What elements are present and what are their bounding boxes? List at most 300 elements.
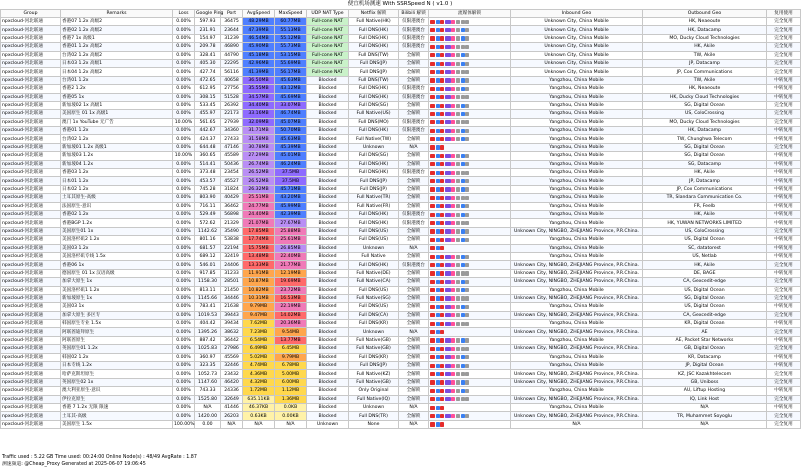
netflix-icon xyxy=(430,338,435,342)
youtube-icon xyxy=(440,179,444,183)
dazn-icon xyxy=(465,95,469,99)
table-row xyxy=(1,261,801,269)
cell-group: npxcloud-河北联通 xyxy=(1,26,61,34)
cell-port: 26392 xyxy=(221,101,243,109)
cell-max-speed: 37.5MB xyxy=(275,169,307,177)
cell-streaming xyxy=(429,152,511,160)
cell-udp-nat-type: Blocked xyxy=(307,219,349,227)
cell-reuse: 中转复用 xyxy=(767,76,801,84)
netflix-icon xyxy=(430,129,435,133)
cell-max-speed: 0.00KB xyxy=(275,412,307,420)
cell-netflix: Full Native(TW) xyxy=(349,135,399,143)
cell-google-ping: 546.01 xyxy=(195,261,221,269)
cell-loss: 0.00% xyxy=(173,135,195,143)
cell-remarks: 土耳其-高级 xyxy=(61,412,173,420)
hbo-icon xyxy=(445,263,451,267)
cell-bilibili: 全解锁 xyxy=(399,177,429,185)
cell-loss: 0.00% xyxy=(173,34,195,42)
cell-loss: 0.00% xyxy=(173,43,195,51)
netflix-icon xyxy=(430,70,435,74)
cell-netflix: Full DNS(HK) xyxy=(349,26,399,34)
cell-group: npxcloud-河北联通 xyxy=(1,93,61,101)
youtube-icon xyxy=(440,372,444,376)
cell-netflix: Full DNS(HK) xyxy=(349,169,399,177)
streaming-icon-strip xyxy=(430,371,509,378)
youtube-icon xyxy=(440,406,444,410)
cell-avg-speed: 17.74MB xyxy=(243,236,275,244)
youtube-icon xyxy=(440,380,444,384)
cell-max-speed: 14.02MB xyxy=(275,311,307,319)
cell-loss: 0.00% xyxy=(173,68,195,76)
streaming-icon-strip xyxy=(430,194,509,201)
cell-max-speed: 16.53MB xyxy=(275,294,307,302)
streaming-icon-strip xyxy=(430,69,509,76)
netflix-icon xyxy=(430,213,435,217)
abema-icon xyxy=(456,347,460,351)
dazn-icon xyxy=(465,204,469,208)
cell-google-ping: 1145.66 xyxy=(195,294,221,302)
abema-icon xyxy=(456,137,460,141)
disney-icon xyxy=(436,179,440,183)
cell-port: 27986 xyxy=(221,345,243,353)
cell-streaming xyxy=(429,412,511,420)
hbo-icon xyxy=(445,171,451,175)
netflix-icon xyxy=(430,397,435,401)
cell-inbound-geo: Yangzhou, China Mobile xyxy=(511,353,643,361)
abema-icon xyxy=(456,120,460,124)
bahamut-icon xyxy=(461,112,465,116)
cell-port: 45569 xyxy=(221,353,243,361)
cell-bilibili: N/A xyxy=(399,143,429,151)
cell-avg-speed: 10.87MB xyxy=(243,278,275,286)
disney-icon xyxy=(436,322,440,326)
cell-outbound-geo: HK, Akile xyxy=(643,210,767,218)
cell-loss: 0.00% xyxy=(173,210,195,218)
streaming-icon-strip xyxy=(430,18,509,25)
cell-bilibili: 仅限港澳台 xyxy=(399,261,429,269)
bahamut-icon xyxy=(461,338,465,342)
youtube-icon xyxy=(440,271,444,275)
cell-group: npxcloud-河北联通 xyxy=(1,387,61,395)
cell-loss: 0.00% xyxy=(173,403,195,411)
cell-udp-nat-type: Blocked xyxy=(307,76,349,84)
header-google-ping: Google Ping xyxy=(196,11,224,16)
cell-google-ping: 1147.60 xyxy=(195,378,221,386)
cell-google-ping: 803.90 xyxy=(195,194,221,202)
cell-max-speed: 9.79MB xyxy=(275,353,307,361)
cell-port: 32649 xyxy=(221,395,243,403)
youtube-icon xyxy=(440,53,444,57)
table-row xyxy=(1,127,801,135)
disney-icon xyxy=(436,145,440,149)
disney-icon xyxy=(436,380,440,384)
cell-outbound-geo: N/A xyxy=(643,420,767,428)
netflix-icon xyxy=(430,330,435,334)
abema-icon xyxy=(456,338,460,342)
cell-loss: 0.00% xyxy=(173,387,195,395)
cell-max-speed: 25.88MB xyxy=(275,227,307,235)
cell-remarks: 美国洛杉矶2 1.2x xyxy=(61,236,173,244)
cell-streaming xyxy=(429,420,511,428)
dazn-icon xyxy=(465,313,469,317)
header-bilibili: Bilibili 解锁 xyxy=(399,10,429,18)
dazn-icon xyxy=(465,221,469,225)
cell-port: 45527 xyxy=(221,177,243,185)
cell-bilibili: 仅限港澳台 xyxy=(399,118,429,126)
cell-bilibili: 全解锁 xyxy=(399,320,429,328)
page-title: 便宜机场测速 With SSRSpeed N ( v1.0 ) xyxy=(347,1,453,7)
table-row xyxy=(1,412,801,420)
hbo-icon xyxy=(445,95,451,99)
disney-icon xyxy=(436,229,440,233)
netflix-icon xyxy=(430,196,435,200)
cell-bilibili: 全解锁 xyxy=(399,227,429,235)
cell-avg-speed: 26.32MB xyxy=(243,185,275,193)
cell-netflix: Full DNS(HK) xyxy=(349,34,399,42)
cell-netflix: Full Native(TR) xyxy=(349,194,399,202)
cell-max-speed: 45.01MB xyxy=(275,152,307,160)
cell-google-ping: 472.65 xyxy=(195,76,221,84)
abema-icon xyxy=(456,28,460,32)
disney-icon xyxy=(436,112,440,116)
cell-inbound-geo: Yangzhou, China Mobile xyxy=(511,320,643,328)
cell-bilibili: 全解锁 xyxy=(399,336,429,344)
netflix-icon xyxy=(430,296,435,300)
cell-group: npxcloud-河北联通 xyxy=(1,18,61,26)
cell-reuse: 完全复用 xyxy=(767,294,801,302)
youtube-icon xyxy=(440,20,444,24)
cell-netflix: Full DNS(US) xyxy=(349,303,399,311)
tiktok-icon xyxy=(451,120,455,124)
bahamut-icon xyxy=(461,62,465,66)
cell-group: npxcloud-河北联通 xyxy=(1,378,61,386)
cell-streaming xyxy=(429,194,511,202)
cell-loss: 0.00% xyxy=(173,227,195,235)
abema-icon xyxy=(456,179,460,183)
cell-bilibili: 全解锁 xyxy=(399,303,429,311)
cell-streaming xyxy=(429,18,511,26)
cell-streaming xyxy=(429,252,511,260)
cell-avg-speed: 7.62MB xyxy=(243,320,275,328)
cell-inbound-geo: Yangzhou, China Mobile xyxy=(511,194,643,202)
cell-reuse: 中转复用 xyxy=(767,177,801,185)
cell-group: npxcloud-河北联通 xyxy=(1,43,61,51)
cell-inbound-geo: Yangzhou, China Mobile xyxy=(511,85,643,93)
cell-google-ping: 1019.53 xyxy=(195,311,221,319)
cell-reuse: 完全复用 xyxy=(767,370,801,378)
cell-group: npxcloud-河北联通 xyxy=(1,34,61,42)
cell-reuse: 中转复用 xyxy=(767,194,801,202)
tiktok-icon xyxy=(451,213,455,217)
streaming-icon-strip xyxy=(430,413,509,420)
hbo-icon xyxy=(445,364,451,368)
cell-group: npxcloud-河北联通 xyxy=(1,311,61,319)
cell-loss: 0.00% xyxy=(173,303,195,311)
streaming-icon-strip xyxy=(430,320,509,327)
cell-loss: 0.00% xyxy=(173,26,195,34)
cell-inbound-geo: Unknown City, China Mobile xyxy=(511,18,643,26)
cell-udp-nat-type: Blocked xyxy=(307,378,349,386)
cell-remarks: 美国原生 1.5x xyxy=(61,420,173,428)
header-inbound-geo: Inbound Geo xyxy=(511,10,643,18)
cell-outbound-geo: CA, Gexcedit-edge xyxy=(643,311,767,319)
table-row xyxy=(1,370,801,378)
abema-icon xyxy=(456,70,460,74)
cell-google-ping: 455.97 xyxy=(195,110,221,118)
cell-remarks: 香港02 1.2x xyxy=(61,210,173,218)
bahamut-icon xyxy=(461,28,465,32)
cell-netflix: Full DNS(HK) xyxy=(349,219,399,227)
cell-streaming xyxy=(429,345,511,353)
hbo-icon xyxy=(445,162,451,166)
cell-outbound-geo: GB, Digital Ocean xyxy=(643,345,767,353)
cell-udp-nat-type: Blocked xyxy=(307,152,349,160)
cell-inbound-geo: Unknown City, NINGBO, ZHEJIANG Province, P.R.China. xyxy=(511,370,643,378)
streaming-icon-strip xyxy=(430,396,509,403)
cell-port: 21329 xyxy=(221,219,243,227)
cell-port: 35490 xyxy=(221,227,243,235)
abema-icon xyxy=(456,162,460,166)
table-row xyxy=(1,244,801,252)
disney-icon xyxy=(436,196,440,200)
cell-streaming xyxy=(429,286,511,294)
cell-port: 40658 xyxy=(221,76,243,84)
cell-loss: 0.00% xyxy=(173,311,195,319)
cell-netflix: Full DNS(SG) xyxy=(349,152,399,160)
cell-remarks: 日本01 1.2x xyxy=(61,177,173,185)
cell-group: npxcloud-河北联通 xyxy=(1,210,61,218)
cell-avg-speed: 635.11KB xyxy=(243,395,275,403)
abema-icon xyxy=(456,187,460,191)
abema-icon xyxy=(456,62,460,66)
disney-icon xyxy=(436,330,440,334)
disney-icon xyxy=(436,95,440,99)
cell-remarks: 香港02 1.2x 高级2 xyxy=(61,26,173,34)
netflix-icon xyxy=(430,221,435,225)
streaming-icon-strip xyxy=(430,245,509,252)
cell-streaming xyxy=(429,85,511,93)
cell-bilibili: 仅限港澳台 xyxy=(399,43,429,51)
tiktok-icon xyxy=(451,263,455,267)
disney-icon xyxy=(436,45,440,49)
youtube-icon xyxy=(440,422,444,426)
table-row xyxy=(1,294,801,302)
streaming-icon-strip xyxy=(430,354,509,361)
tiktok-icon xyxy=(451,397,455,401)
table-row xyxy=(1,353,801,361)
bahamut-icon xyxy=(461,221,465,225)
cell-netflix: Unknown xyxy=(349,143,399,151)
cell-remarks: 新加坡04 1.2x xyxy=(61,160,173,168)
cell-reuse: 完全复用 xyxy=(767,26,801,34)
cell-loss: 0.00% xyxy=(173,101,195,109)
cell-outbound-geo: TW, Akile xyxy=(643,51,767,59)
cell-port: 27756 xyxy=(221,85,243,93)
dazn-icon xyxy=(465,271,469,275)
cell-udp-nat-type: Blocked xyxy=(307,85,349,93)
cell-max-speed: 45.71MB xyxy=(275,185,307,193)
cell-netflix: Full DNS(SG) xyxy=(349,101,399,109)
cell-remarks: 澳大利亚原生-意识 xyxy=(61,387,173,395)
tiktok-icon xyxy=(451,255,455,259)
cell-avg-speed: 35.55MB xyxy=(243,85,275,93)
dazn-icon xyxy=(465,213,469,217)
cell-avg-speed: 6.49MB xyxy=(243,345,275,353)
cell-group: npxcloud-河北联通 xyxy=(1,110,61,118)
cell-remarks: 法国原生-意识 xyxy=(61,202,173,210)
abema-icon xyxy=(456,104,460,108)
netflix-icon xyxy=(430,280,435,284)
cell-loss: 0.00% xyxy=(173,353,195,361)
cell-max-speed: 27.67MB xyxy=(275,219,307,227)
netflix-icon xyxy=(430,62,435,66)
disney-icon xyxy=(436,204,440,208)
cell-streaming xyxy=(429,43,511,51)
netflix-icon xyxy=(430,263,435,267)
cell-group: npxcloud-河北联通 xyxy=(1,353,61,361)
cell-netflix: Full DNS(TR) xyxy=(349,412,399,420)
tiktok-icon xyxy=(451,414,455,418)
cell-google-ping: 1420.00 xyxy=(195,412,221,420)
cell-google-ping: 514.41 xyxy=(195,160,221,168)
hbo-icon xyxy=(445,397,451,401)
netflix-icon xyxy=(430,355,435,359)
cell-loss: 0.00% xyxy=(173,236,195,244)
cell-group: npxcloud-河北联通 xyxy=(1,362,61,370)
youtube-icon xyxy=(440,221,444,225)
netflix-icon xyxy=(430,347,435,351)
disney-icon xyxy=(436,372,440,376)
table-row xyxy=(1,227,801,235)
dazn-icon xyxy=(465,347,469,351)
cell-reuse: 完全复用 xyxy=(767,278,801,286)
cell-loss: 0.00% xyxy=(173,244,195,252)
cell-loss: 0.00% xyxy=(173,110,195,118)
dazn-icon xyxy=(465,255,469,259)
cell-bilibili: 仅限港澳台 xyxy=(399,219,429,227)
cell-remarks: 香港01 1.2x xyxy=(61,127,173,135)
streaming-icon-strip xyxy=(430,127,509,134)
cell-inbound-geo: Unknown City, NINGBO, ZHEJIANG Province, P.R.China. xyxy=(511,378,643,386)
cell-loss: 0.00% xyxy=(173,18,195,26)
cell-streaming xyxy=(429,202,511,210)
cell-group: npxcloud-河北联通 xyxy=(1,118,61,126)
cell-outbound-geo: SG, Datacamp xyxy=(643,160,767,168)
youtube-icon xyxy=(440,322,444,326)
cell-google-ping: 597.93 xyxy=(195,18,221,26)
streaming-icon-strip xyxy=(430,236,509,243)
hbo-icon xyxy=(445,313,451,317)
cell-loss: 0.00% xyxy=(173,51,195,59)
cell-reuse: 中转复用 xyxy=(767,244,801,252)
netflix-icon xyxy=(430,305,435,309)
streaming-icon-strip xyxy=(430,287,509,294)
cell-port: 39434 xyxy=(221,320,243,328)
tiktok-icon xyxy=(451,372,455,376)
cell-google-ping: 360.97 xyxy=(195,353,221,361)
cell-avg-speed: 7.23MB xyxy=(243,328,275,336)
dazn-icon xyxy=(465,171,469,175)
disney-icon xyxy=(436,422,440,426)
cell-loss: 0.00% xyxy=(173,252,195,260)
cell-remarks: 韩国原生专业 1.5x xyxy=(61,320,173,328)
cell-remarks: 香港7 1x 高级1 xyxy=(61,34,173,42)
cell-max-speed: 9.54MB xyxy=(275,328,307,336)
cell-netflix: Unknown xyxy=(349,244,399,252)
table-row xyxy=(1,336,801,344)
speed-table xyxy=(0,9,801,429)
cell-streaming xyxy=(429,353,511,361)
dazn-icon xyxy=(465,120,469,124)
hbo-icon xyxy=(445,20,451,24)
cell-max-speed: 45.63MB xyxy=(275,135,307,143)
cell-bilibili: 仅限港澳台 xyxy=(399,34,429,42)
cell-netflix: Full DNS(JP) xyxy=(349,177,399,185)
hbo-icon xyxy=(445,78,451,82)
disney-icon xyxy=(436,389,440,393)
cell-port: 23432 xyxy=(221,370,243,378)
cell-avg-speed: 21.07MB xyxy=(243,219,275,227)
abema-icon xyxy=(456,305,460,309)
bahamut-icon xyxy=(461,196,465,200)
youtube-icon xyxy=(440,204,444,208)
cell-group: npxcloud-河北联通 xyxy=(1,101,61,109)
abema-icon xyxy=(456,263,460,267)
cell-bilibili: N/A xyxy=(399,244,429,252)
cell-netflix: Full Native xyxy=(349,252,399,260)
hbo-icon xyxy=(445,204,451,208)
cell-udp-nat-type: Blocked xyxy=(307,362,349,370)
cell-max-speed: 13.77MB xyxy=(275,336,307,344)
cell-reuse: 中转复用 xyxy=(767,169,801,177)
cell-streaming xyxy=(429,118,511,126)
cell-inbound-geo: Unknown City, NINGBO, ZHEJIANG Province, P.R.China. xyxy=(511,311,643,319)
dazn-icon xyxy=(465,36,469,40)
cell-streaming xyxy=(429,169,511,177)
streaming-icon-strip xyxy=(430,161,509,168)
cell-inbound-geo: Unknown City, NINGBO, ZHEJIANG Province, P.R.China. xyxy=(511,328,643,336)
cell-bilibili: N/A xyxy=(399,420,429,428)
cell-max-speed: 25.61MB xyxy=(275,236,307,244)
cell-reuse: 中转复用 xyxy=(767,127,801,135)
cell-netflix: Full Native(GB) xyxy=(349,378,399,386)
cell-group: npxcloud-河北联通 xyxy=(1,370,61,378)
cell-max-speed: 37.5MB xyxy=(275,177,307,185)
table-row xyxy=(1,177,801,185)
tiktok-icon xyxy=(451,162,455,166)
dazn-icon xyxy=(465,87,469,91)
bahamut-icon xyxy=(461,322,465,326)
cell-avg-speed: 48.29MB xyxy=(243,18,275,26)
cell-streaming xyxy=(429,210,511,218)
youtube-icon xyxy=(440,238,444,242)
cell-reuse: 中转复用 xyxy=(767,210,801,218)
streaming-icon-strip xyxy=(430,144,509,151)
abema-icon xyxy=(456,154,460,158)
cell-google-ping: 887.42 xyxy=(195,336,221,344)
cell-port: 22173 xyxy=(221,110,243,118)
bahamut-icon xyxy=(461,154,465,158)
cell-inbound-geo: Yangzhou, China Mobile xyxy=(511,101,643,109)
cell-bilibili: 全解锁 xyxy=(399,68,429,76)
cell-netflix: None xyxy=(349,420,399,428)
cell-netflix: Full DNS(TW) xyxy=(349,51,399,59)
dazn-icon xyxy=(465,229,469,233)
abema-icon xyxy=(456,296,460,300)
youtube-icon xyxy=(440,213,444,217)
cell-outbound-geo: MO, Ducky Cloud Technologies xyxy=(643,118,767,126)
cell-google-ping: 231.91 xyxy=(195,26,221,34)
